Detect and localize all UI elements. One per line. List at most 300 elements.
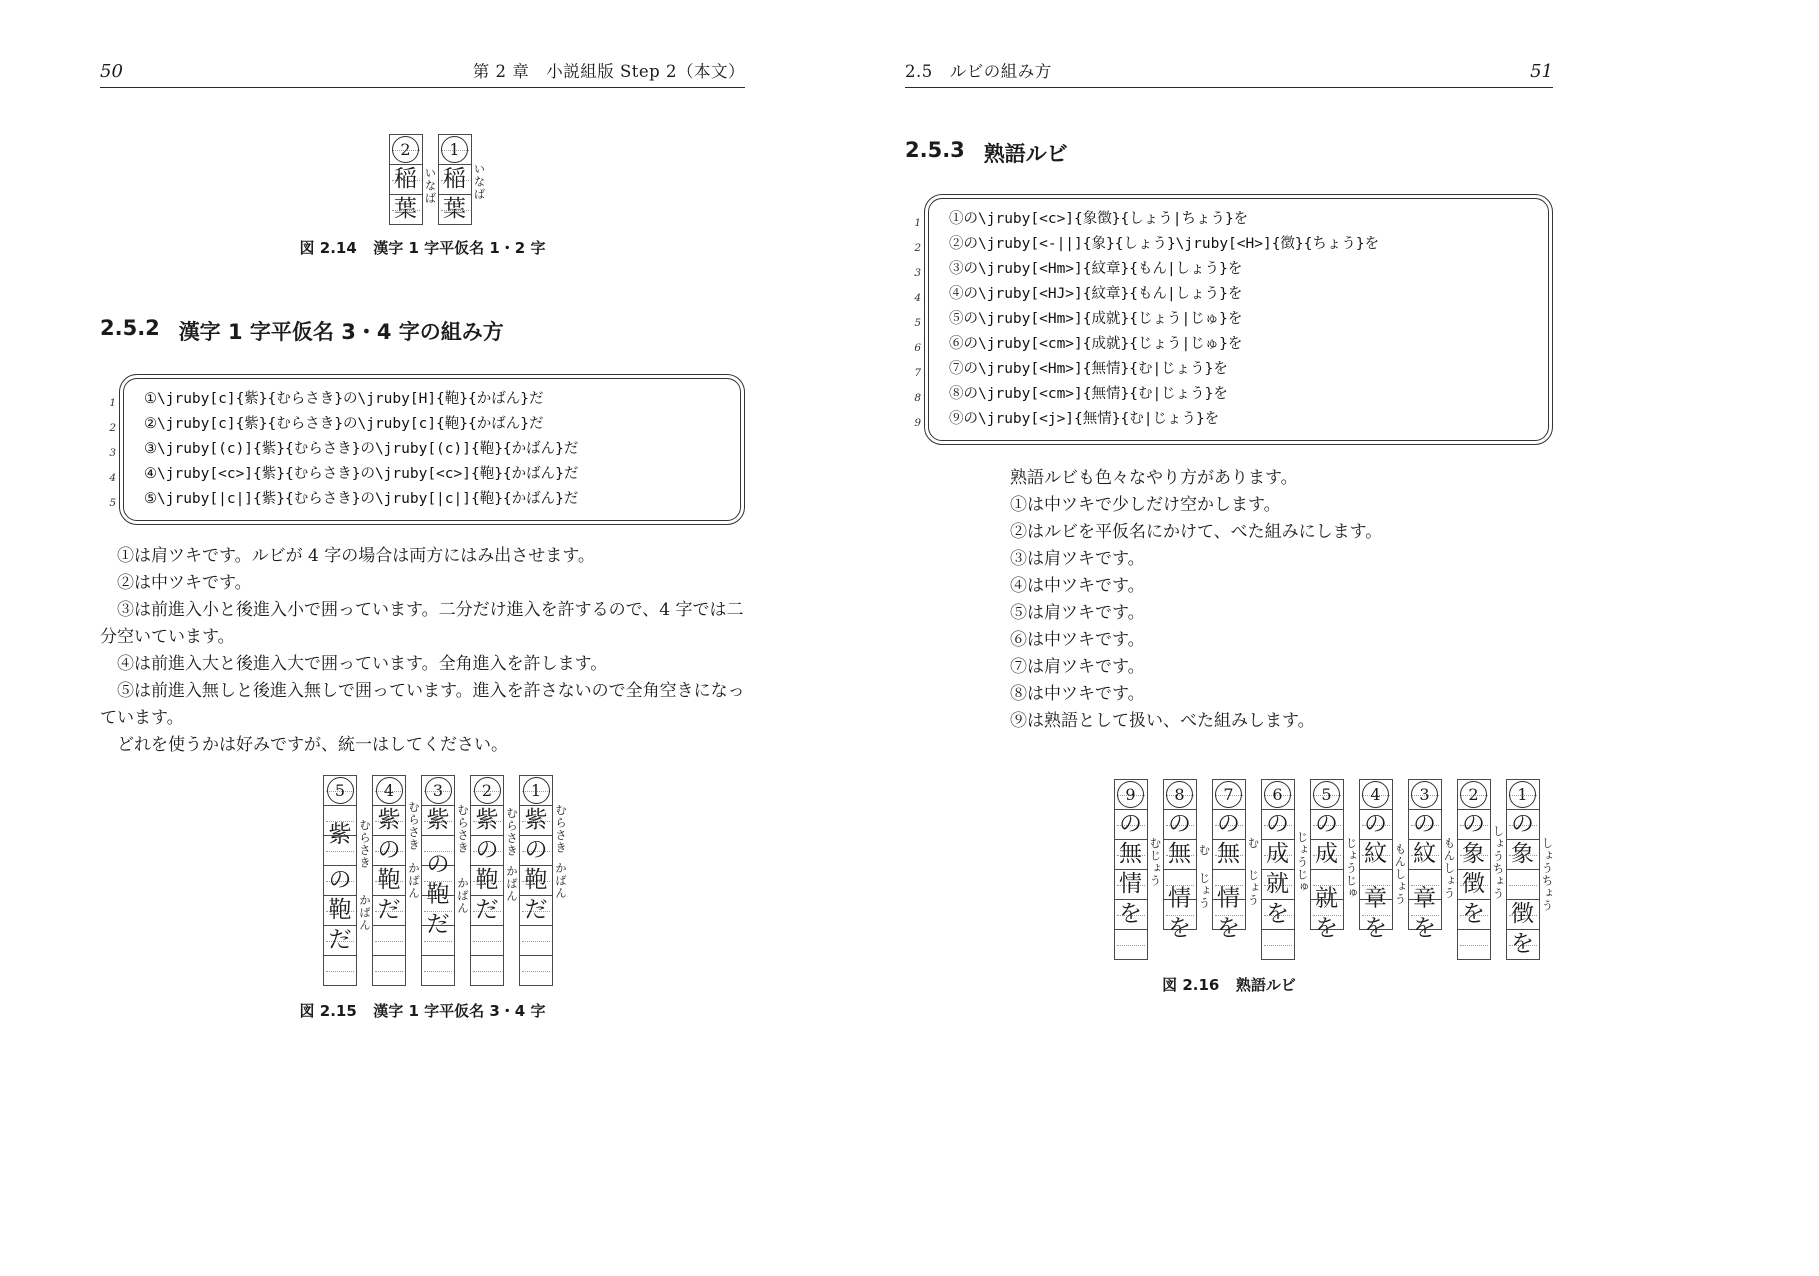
figure-char-cell <box>1506 809 1540 840</box>
figure-char: 徴 <box>1511 901 1534 927</box>
figure-char-cell <box>1163 869 1197 912</box>
figure-char-cell <box>1114 899 1148 930</box>
figure-number-cell <box>1261 779 1295 810</box>
running-head-title-left: 第 2 章 小説組版 Step 2（本文） <box>472 62 745 81</box>
figure-column-strip <box>389 134 423 225</box>
code-line-number: 1 <box>914 217 921 229</box>
figure-char: だ <box>377 897 401 923</box>
figure-char: の <box>377 837 401 863</box>
body-paragraph: ⑥は中ツキです。 <box>1010 630 1145 650</box>
code-line-number: 3 <box>109 447 116 459</box>
body-paragraph: ②は中ツキです。 <box>117 573 252 593</box>
code-line-number: 7 <box>914 367 921 379</box>
figure-char-cell <box>1212 839 1246 870</box>
code-box-inner <box>123 378 741 521</box>
circled-number: 2 <box>392 136 419 163</box>
figure-char: 情 <box>1119 871 1142 897</box>
figure-char: 紫 <box>475 807 499 833</box>
figure-column <box>470 775 519 986</box>
figure-char-cell <box>470 955 504 986</box>
figure-char: 紫 <box>524 807 548 833</box>
code-line-number: 5 <box>914 317 921 329</box>
figure-ruby-gutter <box>1295 779 1310 960</box>
body-paragraph: 熟語ルビも色々なやり方があります。 <box>1010 468 1298 488</box>
body-paragraph: ②はルビを平仮名にかけて、べた組みにします。 <box>1010 522 1383 542</box>
circled-number: 5 <box>327 777 354 804</box>
code-line: ⑤\jruby[|c|]{紫}{むらさき}の\jruby[|c|]{鞄}{かばん}だ <box>144 491 579 507</box>
figure-column-strip <box>421 775 455 986</box>
figure-char: を <box>1217 915 1240 942</box>
figure-ruby-gutter <box>357 775 372 986</box>
figure-char-cell <box>1457 839 1491 870</box>
caption-label: 図 2.15 <box>299 1002 357 1020</box>
figure-number-cell <box>1506 779 1540 810</box>
code-line-number: 2 <box>914 242 921 254</box>
figure-char: 就 <box>1315 885 1338 912</box>
figure-ruby-gutter <box>472 134 487 225</box>
figure-char-cell <box>1506 869 1540 900</box>
figure-char: 紫 <box>426 807 450 833</box>
caption-label: 図 2.16 <box>1162 976 1220 994</box>
figure-char: 鞄 <box>524 867 548 893</box>
figure-char-cell <box>470 925 504 956</box>
circled-number: 1 <box>441 136 468 163</box>
ruby-text: む <box>1197 844 1212 857</box>
figure-char: の <box>524 837 548 863</box>
figure-column-strip <box>1359 779 1393 960</box>
circled-number: 5 <box>1313 781 1340 808</box>
code-line: ②\jruby[c]{紫}{むらさき}の\jruby[c]{鞄}{かばん}だ <box>144 416 544 432</box>
figure-char-cell <box>1408 839 1442 870</box>
figure-char: の <box>1364 811 1387 837</box>
figure-char-cell <box>1310 809 1344 840</box>
figure-char-cell <box>421 805 455 836</box>
figure-number-cell <box>372 775 406 806</box>
figure-char: 紫 <box>328 821 352 848</box>
figure-char-cell <box>1212 869 1246 912</box>
circled-number: 7 <box>1215 781 1242 808</box>
figure-ruby-gutter <box>504 775 519 986</box>
figure-char-cell <box>1261 899 1295 930</box>
code-box-inner <box>928 198 1549 441</box>
figure-number-cell <box>421 775 455 806</box>
figure-char-cell <box>1163 839 1197 870</box>
figure-column-strip <box>1457 779 1491 960</box>
figure-char: を <box>1266 901 1289 927</box>
caption-text: 漢字 1 字平仮名 3・4 字 <box>373 1002 546 1020</box>
ruby-text: しょうちょう <box>1540 837 1555 912</box>
figure-char: 情 <box>1217 885 1240 912</box>
ruby-text: むらさき <box>407 801 421 852</box>
code-line: ③\jruby[(c)]{紫}{むらさき}の\jruby[(c)]{鞄}{かばん}だ <box>144 441 579 457</box>
figure-char: 象 <box>1511 841 1534 867</box>
figure-char-cell <box>519 925 553 956</box>
figure-char-cell <box>1114 809 1148 840</box>
figure-char: を <box>1364 915 1387 942</box>
figure-column <box>372 775 421 986</box>
code-line-numbers <box>100 374 116 525</box>
figure-ruby-gutter <box>455 775 470 986</box>
figure-char-cell <box>1457 899 1491 930</box>
figure-char-cell <box>372 835 406 866</box>
figure-char-cell <box>372 925 406 956</box>
body-paragraph: ⑤は肩ツキです。 <box>1010 603 1145 623</box>
body-paragraph: どれを使うかは好みですが、統一はしてください。 <box>117 735 508 755</box>
figure-column <box>1261 779 1310 960</box>
ruby-text: むじょう <box>1148 837 1163 887</box>
code-line-number: 5 <box>109 497 116 509</box>
figure-char-cell <box>519 835 553 866</box>
figure-char: の <box>426 851 450 878</box>
figure-char: 就 <box>1266 871 1289 897</box>
figure-char-cell <box>470 805 504 836</box>
figure-char: の <box>1462 811 1485 837</box>
code-box-outer <box>924 194 1553 445</box>
figure-column <box>323 775 372 986</box>
figure-number-cell <box>1408 779 1442 810</box>
figure-char: の <box>1315 811 1338 837</box>
figure-ruby-gutter <box>553 775 568 986</box>
figure-char: だ <box>475 897 499 923</box>
code-line: ⑦の\jruby[<Hm>]{無情}{む|じょう}を <box>949 361 1228 377</box>
body-paragraph: ⑧は中ツキです。 <box>1010 684 1145 704</box>
figure-char: だ <box>524 897 548 923</box>
figure-char-cell <box>372 955 406 986</box>
ruby-text: むらさき <box>358 818 372 869</box>
ruby-text: もんしょう <box>1393 842 1408 906</box>
circled-number: 4 <box>1362 781 1389 808</box>
figure-char-cell <box>323 955 357 986</box>
running-head-title-right: 2.5 ルビの組み方 <box>905 62 1052 81</box>
figure-char-cell <box>1408 809 1442 840</box>
figure-char: 章 <box>1364 885 1387 912</box>
figure-char: 象 <box>1462 841 1485 867</box>
figure-2-16-caption <box>905 974 1553 995</box>
ruby-text: じょうじゅ <box>1344 837 1359 900</box>
body-paragraph: ④は前進入大と後進入大で囲っています。全角進入を許します。 <box>117 654 608 674</box>
code-line-number: 2 <box>109 422 116 434</box>
figure-column <box>1408 779 1457 960</box>
code-line-number: 4 <box>109 472 116 484</box>
figure-ruby-gutter <box>406 775 421 986</box>
figure-column <box>421 775 470 986</box>
figure-char-cell <box>1261 809 1295 840</box>
figure-2-15-caption <box>100 1000 745 1021</box>
figure-char: の <box>475 837 499 863</box>
ruby-text: じょう <box>1197 871 1212 910</box>
figure-2-15 <box>146 775 745 986</box>
ruby-text: むらさき <box>456 804 470 854</box>
figure-number-cell <box>519 775 553 806</box>
figure-char-cell <box>1408 869 1442 912</box>
figure-column-strip <box>1114 779 1148 960</box>
figure-char-cell <box>372 895 406 926</box>
body-paragraphs-left <box>100 543 745 759</box>
figure-column-strip <box>323 775 357 986</box>
figure-char-cell <box>323 805 357 848</box>
figure-char-cell <box>1163 809 1197 840</box>
figure-char: 成 <box>1266 841 1289 867</box>
figure-char: 葉 <box>394 196 417 222</box>
figure-char: 徴 <box>1462 871 1485 897</box>
figure-char: を <box>1315 915 1338 942</box>
figure-char: 稲 <box>394 166 417 192</box>
figure-char-cell <box>1457 809 1491 840</box>
figure-char-cell <box>1359 839 1393 870</box>
code-line: ④の\jruby[<HJ>]{紋章}{もん|しょう}を <box>949 286 1243 302</box>
figure-column <box>1457 779 1506 960</box>
figure-column-strip <box>470 775 504 986</box>
code-line: ①の\jruby[<c>]{象徴}{しょう|ちょう}を <box>949 211 1249 227</box>
figure-char-cell <box>389 194 423 225</box>
figure-2-14-caption <box>100 237 745 258</box>
figure-column-strip <box>519 775 553 986</box>
figure-ruby-gutter <box>1246 779 1261 960</box>
circled-number: 1 <box>1509 781 1536 808</box>
ruby-text: いなば <box>423 167 438 205</box>
ruby-text: じょうじゅ <box>1295 831 1310 894</box>
figure-char-cell <box>1457 929 1491 960</box>
figure-char-cell <box>1310 869 1344 912</box>
figure-2-14 <box>130 134 745 225</box>
running-head-left <box>100 58 745 88</box>
figure-char-cell <box>470 835 504 866</box>
figure-column <box>1212 779 1261 960</box>
body-paragraph: ③は前進入小と後進入小で囲っています。二分だけ進入を許するので、4 字では二分空いています。 <box>100 600 744 647</box>
figure-ruby-gutter <box>1393 779 1408 960</box>
caption-label: 図 2.14 <box>299 239 357 257</box>
figure-char-cell <box>519 805 553 836</box>
figure-char-cell <box>1457 869 1491 900</box>
figure-column <box>438 134 487 225</box>
figure-char: を <box>1119 901 1142 927</box>
figure-ruby-gutter <box>1344 779 1359 960</box>
code-line: ④\jruby[<c>]{紫}{むらさき}の\jruby[<c>]{鞄}{かばん}だ <box>144 466 579 482</box>
figure-number-cell <box>1163 779 1197 810</box>
figure-char: の <box>1413 811 1436 837</box>
figure-char-cell <box>519 895 553 926</box>
code-line-number: 1 <box>109 397 116 409</box>
figure-char: を <box>1168 915 1191 942</box>
body-paragraph: ①は中ツキで少しだけ空かします。 <box>1010 495 1281 515</box>
figure-char-cell <box>1359 809 1393 840</box>
figure-char-cell <box>1261 839 1295 870</box>
figure-number-cell <box>1212 779 1246 810</box>
figure-char: 無 <box>1119 841 1142 867</box>
circled-number: 1 <box>523 777 550 804</box>
figure-char: の <box>1217 811 1240 837</box>
figure-char-cell <box>519 955 553 986</box>
code-line-numbers <box>905 194 921 445</box>
figure-char: の <box>1511 811 1534 837</box>
figure-char: を <box>1511 931 1534 957</box>
figure-column-strip <box>1506 779 1540 960</box>
figure-char: 葉 <box>443 196 466 222</box>
figure-ruby-gutter <box>423 134 438 225</box>
figure-column-strip <box>1212 779 1246 960</box>
figure-char: だ <box>328 927 352 953</box>
figure-char-cell <box>421 835 455 878</box>
figure-char-cell <box>1114 869 1148 900</box>
figure-char-cell <box>1506 929 1540 960</box>
body-paragraph: ③は肩ツキです。 <box>1010 549 1145 569</box>
section-heading-2-5-3 <box>905 138 1553 168</box>
figure-char: 情 <box>1168 885 1191 912</box>
figure-char: 鞄 <box>426 881 450 908</box>
section-heading-2-5-2 <box>100 316 745 346</box>
figure-number-cell <box>389 134 423 165</box>
body-paragraph: ⑨は熟語として扱い、べた組みします。 <box>1010 711 1315 731</box>
figure-column <box>1506 779 1555 960</box>
ruby-text: かばん <box>505 864 519 903</box>
figure-column <box>1359 779 1408 960</box>
figure-ruby-gutter <box>1148 779 1163 960</box>
running-head-right <box>905 58 1553 88</box>
figure-number-cell <box>1359 779 1393 810</box>
figure-char-cell <box>519 865 553 896</box>
figure-char: を <box>1462 901 1485 927</box>
figure-column <box>519 775 568 986</box>
figure-char-cell <box>438 164 472 195</box>
figure-char: 稲 <box>443 166 466 192</box>
code-listing-left <box>100 374 745 525</box>
figure-char: の <box>1119 811 1142 837</box>
figure-ruby-gutter <box>1491 779 1506 960</box>
code-line: ①\jruby[c]{紫}{むらさき}の\jruby[H]{鞄}{かばん}だ <box>144 391 544 407</box>
figure-char: 成 <box>1315 841 1338 867</box>
section-title: 漢字 1 字平仮名 3・4 字の組み方 <box>178 320 504 344</box>
figure-char-cell <box>1506 839 1540 870</box>
circled-number: 8 <box>1166 781 1193 808</box>
ruby-text: いなば <box>472 163 487 201</box>
section-title: 熟語ルビ <box>983 142 1068 166</box>
figure-column-strip <box>1310 779 1344 960</box>
figure-number-cell <box>1457 779 1491 810</box>
figure-char: 紋 <box>1364 841 1387 867</box>
figure-column <box>389 134 438 225</box>
figure-ruby-gutter <box>1540 779 1555 960</box>
code-line: ②の\jruby[<-||]{象}{しょう}\jruby[<H>]{徴}{ちょう}を <box>949 236 1380 252</box>
figure-char: 鞄 <box>377 867 401 893</box>
figure-number-cell <box>1310 779 1344 810</box>
code-line-number: 6 <box>914 342 921 354</box>
figure-char-cell <box>1261 869 1295 900</box>
figure-char: 鞄 <box>328 897 352 923</box>
figure-char: の <box>328 867 352 893</box>
body-paragraphs-right <box>993 465 1553 735</box>
figure-char-cell <box>1114 839 1148 870</box>
figure-char: 章 <box>1413 885 1436 912</box>
figure-ruby-gutter <box>1442 779 1457 960</box>
code-listing-right <box>905 194 1553 445</box>
figure-number-cell <box>438 134 472 165</box>
code-line: ⑨の\jruby[<j>]{無情}{む|じょう}を <box>949 411 1220 427</box>
circled-number: 3 <box>425 777 452 804</box>
page-number-right: 51 <box>1530 61 1553 82</box>
ruby-text: むらさき <box>554 804 568 854</box>
code-line-number: 3 <box>914 267 921 279</box>
circled-number: 2 <box>474 777 501 804</box>
figure-char-cell <box>372 865 406 896</box>
circled-number: 9 <box>1117 781 1144 808</box>
circled-number: 4 <box>376 777 403 804</box>
figure-char-cell <box>470 865 504 896</box>
code-line: ⑥の\jruby[<cm>]{成就}{じょう|じゅ}を <box>949 336 1243 352</box>
code-line-number: 8 <box>914 392 921 404</box>
figure-number-cell <box>1114 779 1148 810</box>
code-line: ⑧の\jruby[<cm>]{無情}{む|じょう}を <box>949 386 1228 402</box>
code-line-number: 9 <box>914 417 921 429</box>
ruby-text: かばん <box>358 893 372 932</box>
figure-char: だ <box>426 911 450 938</box>
figure-char-cell <box>389 164 423 195</box>
page-51 <box>905 58 1553 995</box>
figure-char-cell <box>1212 809 1246 840</box>
figure-char-cell <box>470 895 504 926</box>
code-line: ③の\jruby[<Hm>]{紋章}{もん|しょう}を <box>949 261 1243 277</box>
code-box-outer <box>119 374 745 525</box>
ruby-text: もんしょう <box>1442 837 1457 900</box>
ruby-text: かばん <box>407 862 421 900</box>
figure-column <box>1114 779 1163 960</box>
body-paragraph: ⑤は前進入無しと後進入無しで囲っています。進入を許さないので全角空きになっています。 <box>100 681 745 728</box>
ruby-text: かばん <box>456 876 470 914</box>
figure-char: 無 <box>1217 841 1240 867</box>
figure-column <box>1163 779 1212 960</box>
figure-ruby-gutter <box>1197 779 1212 960</box>
page-50 <box>100 58 745 1021</box>
figure-char-cell <box>1261 929 1295 960</box>
figure-column-strip <box>1408 779 1442 960</box>
figure-char: を <box>1413 915 1436 942</box>
caption-text: 熟語ルビ <box>1235 976 1296 994</box>
figure-char: の <box>1266 811 1289 837</box>
figure-column-strip <box>438 134 472 225</box>
figure-number-cell <box>470 775 504 806</box>
caption-text: 漢字 1 字平仮名 1・2 字 <box>373 239 546 257</box>
figure-char: 無 <box>1168 841 1191 867</box>
figure-column-strip <box>1261 779 1295 960</box>
figure-number-cell <box>323 775 357 806</box>
figure-char-cell <box>323 895 357 926</box>
figure-char-cell <box>1506 899 1540 930</box>
figure-char: 鞄 <box>475 867 499 893</box>
figure-2-16 <box>1115 779 1553 960</box>
ruby-text: む <box>1246 837 1261 850</box>
figure-char-cell <box>372 805 406 836</box>
figure-char-cell <box>438 194 472 225</box>
ruby-text: じょう <box>1246 868 1261 907</box>
ruby-text: かばん <box>554 862 568 900</box>
figure-char-cell <box>421 955 455 986</box>
figure-char-cell <box>323 925 357 956</box>
figure-char-cell <box>323 865 357 896</box>
circled-number: 6 <box>1264 781 1291 808</box>
figure-column <box>1310 779 1359 960</box>
body-paragraph: ⑦は肩ツキです。 <box>1010 657 1145 677</box>
figure-column-strip <box>1163 779 1197 960</box>
ruby-text: むらさき <box>505 806 519 857</box>
code-line-number: 4 <box>914 292 921 304</box>
section-number: 2.5.2 <box>100 316 160 340</box>
figure-column-strip <box>372 775 406 986</box>
figure-char-cell <box>1114 929 1148 960</box>
figure-char: 紋 <box>1413 841 1436 867</box>
ruby-text: しょうちょう <box>1491 825 1506 901</box>
figure-char: の <box>1168 811 1191 837</box>
figure-char: 紫 <box>377 807 401 833</box>
figure-char-cell <box>1359 869 1393 912</box>
